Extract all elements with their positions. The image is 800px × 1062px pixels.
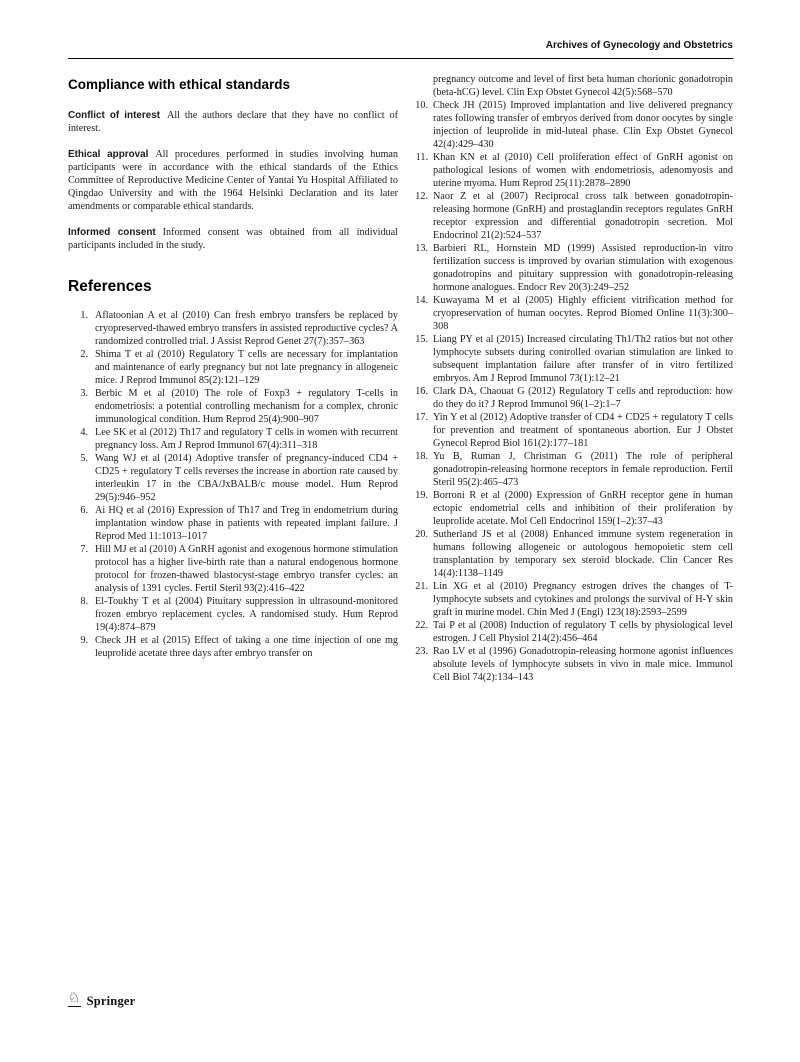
reference-text: Berbic M et al (2010) The role of Foxp3 + regulatory T-cells in endometriosis: a potential controlling mechanism for a complex, chronic immunological condition. Hum Reprod 25(4):900–907 (95, 388, 398, 425)
reference-text: Sutherland JS et al (2008) Enhanced immune system regeneration in humans following allogeneic or autologous hemopoietic stem cell transplantation by temporary sex steroid blockade. Clin Cancer Res 14(4):1138–1149 (433, 529, 733, 579)
page-header (68, 40, 733, 59)
reference-item (413, 411, 733, 450)
reference-text: Liang PY et al (2015) Increased circulating Th1/Th2 ratios but not other lymphocyte subsets during controlled ovarian stimulation are linked to subsequent implantation failure after transfer of in vitro fertilized embryos. Am J Reprod Immunol 73(1):12–21 (433, 334, 733, 384)
reference-number: 3. (80, 388, 88, 399)
references-section-title: References (68, 278, 152, 295)
reference-number: 13. (415, 243, 428, 254)
reference-number-spacer (413, 73, 428, 99)
reference-item (413, 99, 733, 151)
reference-item (68, 452, 398, 504)
paragraph-text: Informed consent was obtained from all individual participants included in the study. (68, 227, 398, 251)
compliance-paragraph (68, 226, 398, 252)
reference-text: Barbieri RL, Hornstein MD (1999) Assisted reproduction-in vitro fertilization success is improved by ovarian stimulation with exogenous gonadotropins and pituitary suppression with gonadotropin-releasing hormone analogues. Endocr Rev 20(3):249–252 (433, 243, 733, 293)
reference-item (413, 242, 733, 294)
reference-number: 21. (415, 581, 428, 592)
compliance-paragraph (68, 148, 398, 213)
reference-item (68, 543, 398, 595)
paragraph-run-in-label: Informed consent (68, 227, 156, 238)
reference-list-right (413, 99, 733, 684)
reference-number: 22. (415, 620, 428, 631)
reference-text: Shima T et al (2010) Regulatory T cells are necessary for implantation and maintenance of early pregnancy but not late pregnancy in allogeneic mice. J Reprod Immunol 85(2):121–129 (95, 349, 398, 386)
reference-item (413, 190, 733, 242)
reference-item (413, 489, 733, 528)
reference-number: 9. (80, 635, 88, 646)
reference-number: 12. (415, 191, 428, 202)
journal-name: Archives of Gynecology and Obstetrics (545, 40, 733, 51)
reference-text: Naor Z et al (2007) Reciprocal cross talk between gonadotropin-releasing hormone (GnRH) and prostaglandin receptors regulates GnRH receptor expression and differential gonadotropin secretion. Mol Endocrinol 21(2):524–537 (433, 191, 733, 241)
reference-number: 19. (415, 490, 428, 501)
reference-number: 8. (80, 596, 88, 607)
reference-number: 17. (415, 412, 428, 423)
reference-text: Wang WJ et al (2014) Adoptive transfer of pregnancy-induced CD4 + CD25 + regulatory T cells reverses the increase in abortion rate caused by interleukin 17 in the CBA/JxBALB/c mouse model. Hum Reprod 29(5):946–952 (95, 453, 398, 503)
reference-number: 2. (80, 349, 88, 360)
reference-continuation-text: pregnancy outcome and level of first beta human chorionic gonadotropin (beta-hCG) level. Clin Exp Obstet Gynecol 42(5):568–570 (433, 74, 733, 98)
reference-text: Hill MJ et al (2010) A GnRH agonist and exogenous hormone stimulation protocol has a higher live-birth rate than a natural endogenous hormone protocol for frozen-thawed blastocyst-stage embryo transfer cycles: an analysis of 1391 cycles. Fertil Steril 93(2):416–422 (95, 544, 398, 594)
reference-text: Aflatoonian A et al (2010) Can fresh embryo transfers be replaced by cryopreserved-thawed embryo transfers in assisted reproductive cycles? A randomized controlled trial. J Assist Reprod Genet 27(7):357–363 (95, 310, 398, 347)
reference-number: 6. (80, 505, 88, 516)
reference-text: Rao LV et al (1996) Gonadotropin-releasing hormone agonist influences absolute levels of lymphocyte subsets in vivo in male mice. Immunol Cell Biol 74(2):134–143 (433, 646, 733, 683)
reference-number: 5. (80, 453, 88, 464)
reference-number: 14. (415, 295, 428, 306)
reference-item (413, 528, 733, 580)
reference-text: Tai P et al (2008) Induction of regulatory T cells by physiological level estrogen. J Cell Physiol 214(2):456–464 (433, 620, 733, 644)
reference-number: 18. (415, 451, 428, 462)
springer-horse-icon: ♘ (68, 990, 81, 1006)
paragraph-text: All procedures performed in studies involving human participants were in accordance with the ethical standards of the Ethics Committee of Reproductive Medicine Center of Yantai Yu Hospital Affiliated to Qingdao University and with the 1964 Helsinki Declaration and its later amendments or comparable ethical standards. (68, 149, 399, 212)
reference-text: Khan KN et al (2010) Cell proliferation effect of GnRH agonist on pathological lesions of women with endometriosis, adenomyosis and uterine myoma. Hum Reprod 25(11):2878–2890 (433, 152, 733, 189)
reference-item (413, 151, 733, 190)
reference-text: Clark DA, Chaouat G (2012) Regulatory T cells and reproduction: how do they do it? J Reprod Immunol 96(1–2):1–7 (433, 386, 733, 410)
reference-item (413, 385, 733, 411)
reference-number: 1. (80, 310, 88, 321)
reference-text: Borroni R et al (2000) Expression of GnRH receptor gene in human ectopic endometrial cells and inhibition of their proliferation by leuprolide acetate. Mol Cell Endocrinol 159(1–2):37–43 (433, 490, 733, 527)
reference-number: 23. (415, 646, 428, 657)
reference-text: Kuwayama M et al (2005) Highly efficient vitrification method for cryopreservation of human oocytes. Reprod Biomed Online 11(3):300–308 (433, 295, 733, 332)
reference-text: Check JH et al (2015) Effect of taking a one time injection of one mg leuprolide acetate three days after embryo transfer on (95, 635, 398, 659)
two-column-body (68, 73, 733, 684)
reference-item (413, 580, 733, 619)
reference-text: El-Toukhy T et al (2004) Pituitary suppression in ultrasound-monitored frozen embryo replacement cycles. A randomised study. Hum Reprod 19(4):874–879 (95, 596, 398, 633)
reference-number: 16. (415, 386, 428, 397)
reference-item (68, 309, 398, 348)
reference-number: 4. (80, 427, 88, 438)
reference-item (413, 645, 733, 684)
paragraph-text: All the authors declare that they have no conflict of interest. (68, 110, 398, 134)
compliance-section-title: Compliance with ethical standards (68, 77, 291, 92)
reference-number: 20. (415, 529, 428, 540)
page-footer (68, 991, 135, 1007)
paragraph-run-in-label: Ethical approval (68, 149, 149, 160)
reference-text: Ai HQ et al (2016) Expression of Th17 and Treg in endometrium during implantation window phase in patients with repeated implant failure. J Reprod Med 11:1013–1017 (95, 505, 398, 542)
paragraph-run-in-label: Conflict of interest (68, 110, 160, 121)
reference-number: 11. (415, 152, 428, 163)
reference-continuation (413, 73, 733, 99)
reference-item (68, 426, 398, 452)
reference-item (68, 504, 398, 543)
reference-text: Check JH (2015) Improved implantation and live delivered pregnancy rates following transfer of embryos derived from donor oocytes by single injection of leuprolide in mid-luteal phase. Clin Exp Obstet Gynecol 42(4):429–430 (433, 100, 733, 150)
reference-item (413, 294, 733, 333)
publisher-name: Springer (86, 993, 136, 1008)
reference-number: 7. (80, 544, 88, 555)
left-column (68, 73, 398, 684)
reference-item (68, 348, 398, 387)
compliance-paragraphs (68, 109, 398, 252)
compliance-paragraph (68, 109, 398, 135)
reference-number: 15. (415, 334, 428, 345)
reference-text: Lee SK et al (2012) Th17 and regulatory T cells in women with recurrent pregnancy loss. Am J Reprod Immunol 67(4):311–318 (95, 427, 398, 451)
right-column (413, 73, 733, 684)
reference-item (413, 333, 733, 385)
reference-text: Lin XG et al (2010) Pregnancy estrogen drives the changes of T-lymphocyte subsets and cytokines and prolongs the survival of H-Y skin graft in murine model. Chin Med J (Engl) 123(18):2593–2599 (433, 581, 733, 618)
reference-number: 10. (415, 100, 428, 111)
reference-text: Yin Y et al (2012) Adoptive transfer of CD4 + CD25 + regulatory T cells for prevention and treatment of spontaneous abortion. Eur J Obstet Gynecol Reprod Biol 161(2):177–181 (433, 412, 733, 449)
reference-item (68, 387, 398, 426)
reference-item (413, 450, 733, 489)
reference-list-left (68, 309, 398, 660)
reference-item (68, 595, 398, 634)
reference-item (68, 634, 398, 660)
reference-item (413, 619, 733, 645)
reference-text: Yu B, Ruman J, Christman G (2011) The role of peripheral gonadotropin-releasing hormone receptors in female reproduction. Fertil Steril 95(2):465–473 (433, 451, 733, 488)
